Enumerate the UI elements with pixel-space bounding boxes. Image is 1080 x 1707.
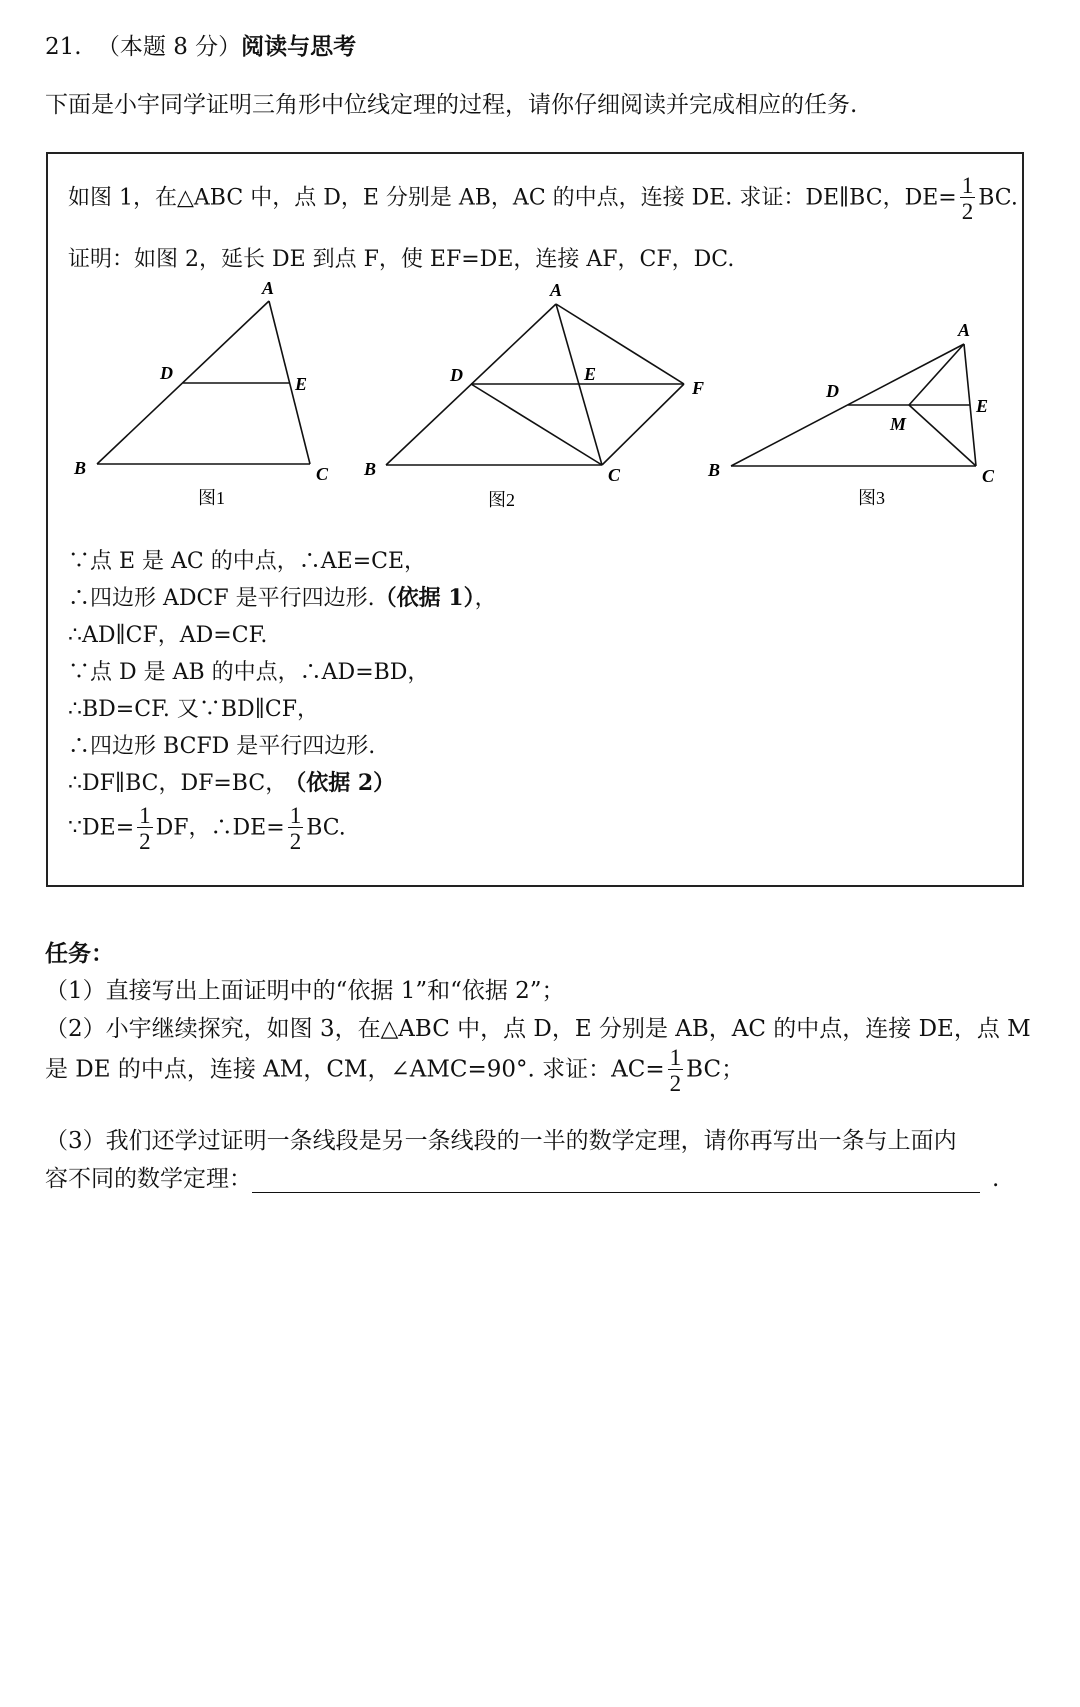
task-3-line-2 xyxy=(45,1160,999,1193)
label-b: B xyxy=(74,458,87,478)
figure-3 xyxy=(731,344,976,466)
label-a: A xyxy=(262,278,275,298)
figure-1 xyxy=(97,301,310,464)
given-tail: BC. xyxy=(978,185,1018,211)
task-2-line-2 xyxy=(45,1046,744,1095)
proof-step-2-tail: ， xyxy=(474,586,497,611)
fraction-numerator: 1 xyxy=(669,1045,682,1070)
basis-2-label: （依据 2） xyxy=(295,770,396,796)
label-d: D xyxy=(450,365,463,385)
label-e: E xyxy=(976,396,989,416)
proof-step-2 xyxy=(68,581,497,612)
fraction-numerator: 1 xyxy=(139,803,151,828)
proof-step-7-text: ∴DF∥BC，DF=BC， xyxy=(68,771,288,796)
label-e: E xyxy=(295,374,308,394)
proof-step-4: ∵点 D 是 AB 的中点，∴AD=BD， xyxy=(68,660,430,685)
proof-step-8-part-c: BC. xyxy=(306,815,346,841)
answer-blank[interactable] xyxy=(252,1170,980,1193)
proof-step-3: ∴AD∥CF，AD=CF. xyxy=(68,623,268,648)
proof-step-8 xyxy=(68,804,346,853)
question-number: 21. xyxy=(45,34,82,60)
label-b: B xyxy=(364,459,377,479)
label-d: D xyxy=(826,381,839,401)
segment-cm xyxy=(909,405,976,466)
proof-step-8-part-b: DF，∴DE= xyxy=(155,815,285,841)
basis-1-label: （依据 1） xyxy=(374,585,475,611)
task-3-line-1: （3）我们还学过证明一条线段是另一条线段的一半的数学定理，请你再写出一条与上面内 xyxy=(45,1128,957,1154)
figure-1-caption: 图1 xyxy=(198,488,225,508)
label-e: E xyxy=(584,364,597,384)
figure-2 xyxy=(386,304,684,465)
label-c: C xyxy=(608,465,621,485)
label-c: C xyxy=(316,464,329,484)
fraction-half xyxy=(668,1046,684,1095)
intro-text: 下面是小宇同学证明三角形中位线定理的过程，请你仔细阅读并完成相应的任务. xyxy=(45,92,858,118)
fraction-denominator: 2 xyxy=(669,1071,682,1096)
task-3-end: . xyxy=(992,1166,1000,1192)
label-b: B xyxy=(708,460,721,480)
proof-step-8-part-a: ∵DE= xyxy=(68,815,135,841)
fraction-half xyxy=(137,804,153,853)
segment-cf xyxy=(602,384,684,465)
fraction-denominator: 2 xyxy=(139,829,151,854)
fraction-denominator: 2 xyxy=(961,199,974,224)
proof-step-7 xyxy=(68,766,395,797)
proof-step-6: ∴四边形 BCFD 是平行四边形. xyxy=(68,734,376,759)
label-d: D xyxy=(160,363,173,383)
question-header xyxy=(45,28,356,61)
figure-2-caption: 图2 xyxy=(488,490,515,510)
question-title: 阅读与思考 xyxy=(241,33,357,60)
label-a: A xyxy=(958,320,971,340)
label-f: F xyxy=(692,378,705,398)
given-text: 如图 1，在△ABC 中，点 D，E 分别是 AB，AC 的中点，连接 DE. 求证：DE∥BC，DE= xyxy=(68,185,957,211)
tasks-label: 任务： xyxy=(45,940,114,967)
fraction-half xyxy=(288,804,304,853)
proof-box xyxy=(46,152,1024,887)
question-score: （本题 8 分） xyxy=(96,34,242,60)
task-1: （1）直接写出上面证明中的“依据 1”和“依据 2”； xyxy=(45,978,565,1004)
fraction-numerator: 1 xyxy=(289,803,302,828)
proof-step-2-text: ∴四边形 ADCF 是平行四边形. xyxy=(68,586,375,611)
segment-am xyxy=(909,344,964,405)
proof-step-1: ∵点 E 是 AC 的中点，∴AE=CE， xyxy=(68,549,427,574)
figure-3-caption: 图3 xyxy=(858,488,885,508)
task-2-line-1: （2）小宇继续探究，如图 3，在△ABC 中，点 D，E 分别是 AB，AC 的中点，连接 DE，点 M xyxy=(45,1016,1031,1042)
label-c: C xyxy=(982,466,995,486)
label-m: M xyxy=(890,414,907,434)
task-3-text: 容不同的数学定理： xyxy=(45,1166,252,1192)
fraction-numerator: 1 xyxy=(961,173,974,198)
proof-intro: 证明：如图 2，延长 DE 到点 F，使 EF=DE，连接 AF，CF，DC. xyxy=(68,247,735,272)
proof-step-5: ∴BD=CF. 又∵BD∥CF， xyxy=(68,697,319,722)
task-2-text: 是 DE 的中点，连接 AM，CM，∠AMC=90°. 求证：AC= xyxy=(45,1056,665,1083)
fraction-denominator: 2 xyxy=(289,829,302,854)
label-a: A xyxy=(550,280,563,300)
task-2-tail: BC； xyxy=(686,1056,745,1083)
